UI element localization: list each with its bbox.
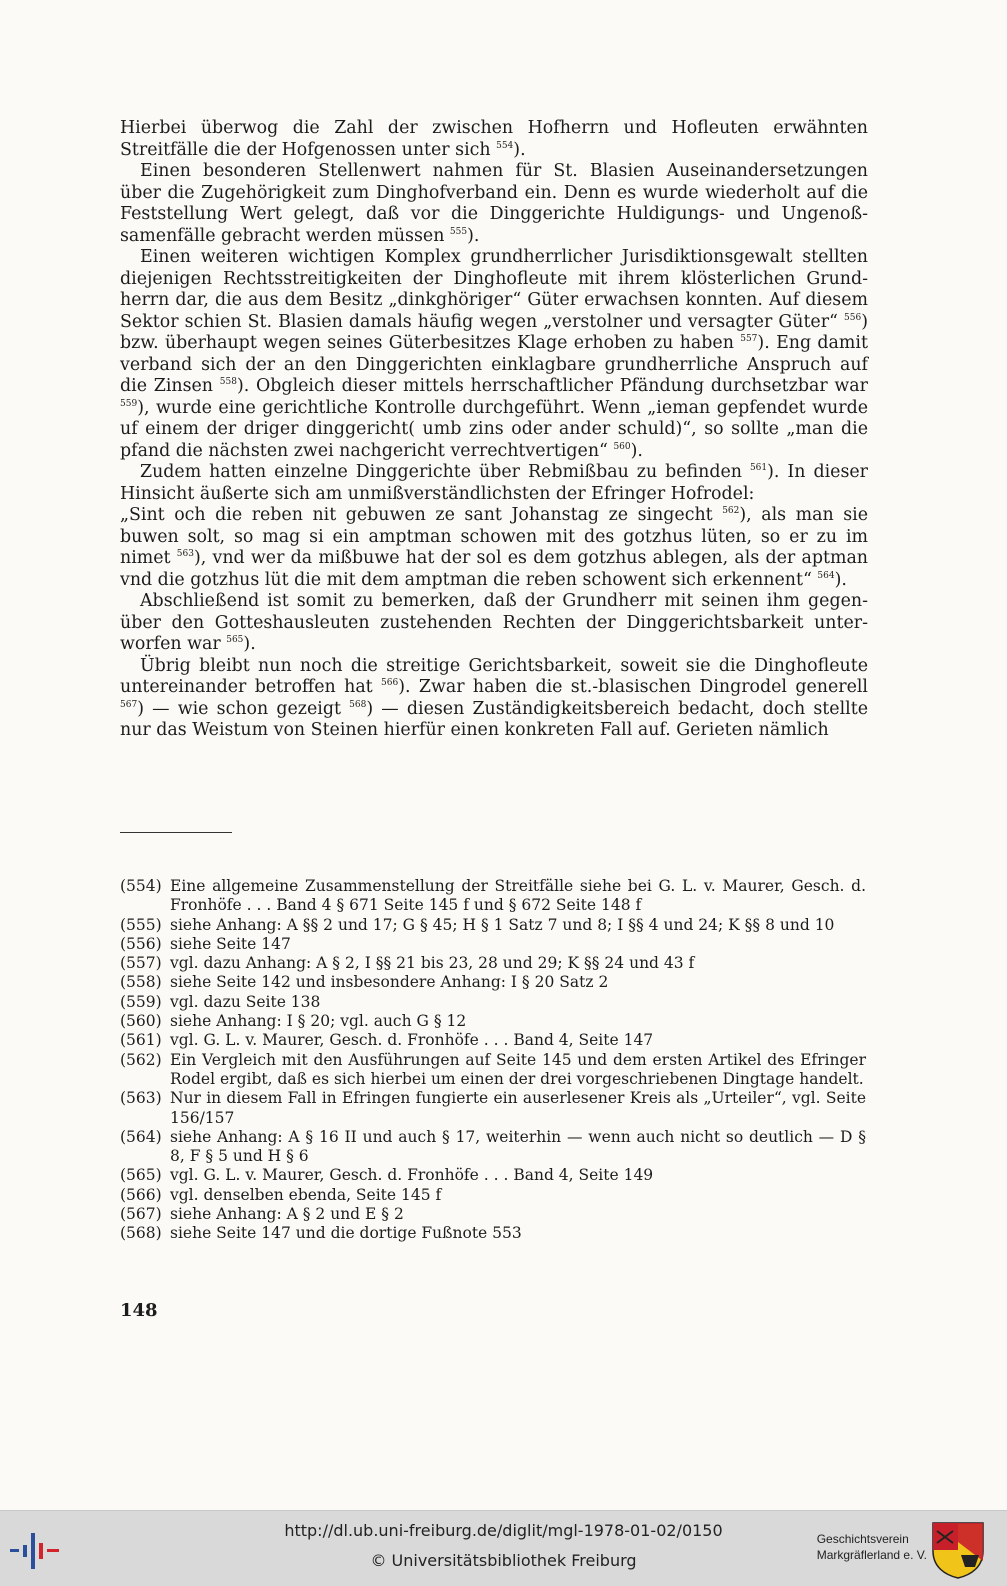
coat-of-arms-icon xyxy=(931,1521,985,1579)
permalink-url[interactable]: http://dl.ub.uni-freiburg.de/diglit/mgl-1978-01-02/0150 xyxy=(284,1521,723,1540)
footnote-ref[interactable]: 556 xyxy=(844,312,862,323)
footnote-ref[interactable]: 563 xyxy=(176,549,194,560)
footnote: (556) siehe Seite 147 xyxy=(120,934,291,953)
footnote-ref[interactable]: 568 xyxy=(349,699,367,710)
footnote: (566) vgl. denselben ebenda, Seite 145 f xyxy=(120,1185,442,1204)
footnote: (562) Ein Vergleich mit den Ausführungen auf Seite 145 und dem ersten Artikel des Efringer Rodel ergibt, daß es sich hierbei um einen der drei vorgeschriebenen Dingtage handelt. xyxy=(120,1050,866,1088)
footnote: (554) Eine allgemeine Zusammenstellung der Streitfälle siehe bei G. L. v. Maurer, Gesch. d. Fronhöfe . . . Band 4 § 671 Seite 145 f und § 672 Seite 148 f xyxy=(120,877,866,915)
footnote: (558) siehe Seite 142 und insbesondere Anhang: I § 20 Satz 2 xyxy=(120,973,609,992)
footnotes xyxy=(120,877,866,1244)
footnote: (564) siehe Anhang: A § 16 II und auch § 17, weiterhin — wenn auch nicht so deutlich — D § 8, F § 5 und H § 6 xyxy=(120,1127,866,1166)
paragraph: Einen weiteren wichtigen Komplex grundherrlicher Jurisdiktionsgewalt stellten diejenigen Rechtsstreitigkeiten der Dinghofleute mit ihrem klösterlichen Grundherrn dar, die aus dem Besitz „dinkghöriger“ Güter erwachsen konnten. Auf diesem Sektor schien St. Blasien damals häufig wegen „verstolner und versagter Güter“ $^{556}$) bzw. überhaupt wegen seines Güterbesitzes Klage erhoben zu haben $^{557}$). Eng damit verband sich der an den Dinggerichten einklagbare grundherrliche Anspruch auf die Zinsen $^{558}$). Obgleich dieser mittels herrschaftlicher Pfändung durchsetzbar war $^{559}$), wurde eine gerichtliche Kontrolle durchgeführt. Wenn „ieman gepfendet wurde uf einem der driger dinggericht( umb zins oder ander schuld)“, so sollte „man die pfand die nächsten zwei nachgericht verrechtvertigen“ $^{560}$). xyxy=(120,247,868,461)
publisher-name xyxy=(817,1531,927,1563)
footnote-ref[interactable]: 555 xyxy=(449,226,468,237)
paragraph: Zudem hatten einzelne Dinggerichte über Rebmißbau zu befinden $^{561}$). In dieser Hinsicht äußerte sich am unmißverständlichsten der Efringer Hofrodel: xyxy=(120,462,868,504)
footnote-ref[interactable]: 554 xyxy=(496,140,514,151)
footnote: (561) vgl. G. L. v. Maurer, Gesch. d. Fronhöfe . . . Band 4, Seite 147 xyxy=(120,1031,654,1050)
page-number: 148 xyxy=(120,1300,158,1321)
publisher-line: Geschichtsverein xyxy=(816,1532,909,1546)
footnote: (563) Nur in diesem Fall in Efringen fungierte ein auserlesener Kreis als „Urteiler“, vgl. Seite 156/157 xyxy=(120,1089,866,1127)
footnote: (557) vgl. dazu Anhang: A § 2, I §§ 21 bis 23, 28 und 29; K §§ 24 und 43 f xyxy=(120,954,695,973)
publisher-line: Markgräflerland e. V. xyxy=(816,1548,927,1562)
footnote-ref[interactable]: 567 xyxy=(120,699,138,710)
footnote-ref[interactable]: 565 xyxy=(226,635,244,646)
footnote-ref[interactable]: 560 xyxy=(613,441,631,452)
paragraph: Einen besonderen Stellenwert nahmen für St. Blasien Auseinandersetzungen über die Zugehörigkeit zum Dinghofverband ein. Denn es wurde wiederholt auf die Feststellung Wert gelegt, daß vor die Dinggerichte Huldigungs- und Ungenoßsamenfälle gebracht werden müssen $^{555}$). xyxy=(120,161,868,246)
footnote-ref[interactable]: 562 xyxy=(722,506,740,517)
paragraph: Abschließend ist somit zu bemerken, daß der Grundherr mit seinen ihm gegenüber den Gotteshausleuten zustehenden Rechten der Dinggerichtsbarkeit unterworfen war $^{565}$). xyxy=(120,591,868,654)
block-quote: „Sint och die reben nit gebuwen ze sant Johanstag ze singecht $^{562}$), als man sie buwen solt, so mag si ein amptman schowen mit des gotzhus lüten, so er zu im nimet $^{563}$), vnd wer da mißbuwe hat der sol es dem gotzhus ablegen, als der aptman vnd die gotzhus lüt die mit dem amptman die reben schowent sich erkennent“ $^{564}$). xyxy=(120,505,869,590)
footnote-ref[interactable]: 557 xyxy=(740,334,758,345)
footnote: (567) siehe Anhang: A § 2 und E § 2 xyxy=(120,1205,404,1224)
footer-bar xyxy=(0,1510,1007,1586)
footnote: (568) siehe Seite 147 und die dortige Fußnote 553 xyxy=(120,1224,522,1243)
footnote-ref[interactable]: 559 xyxy=(120,398,138,409)
copyright-notice: © Universitätsbibliothek Freiburg xyxy=(370,1551,637,1570)
footnote: (560) siehe Anhang: I § 20; vgl. auch G § 12 xyxy=(120,1012,467,1031)
footnote-ref[interactable]: 566 xyxy=(381,678,399,689)
footnote-ref[interactable]: 558 xyxy=(219,377,237,388)
footnote: (555) siehe Anhang: A §§ 2 und 17; G § 45; H § 1 Satz 7 und 8; I §§ 4 und 24; K §§ 8 und 10 xyxy=(120,915,835,934)
paragraph: Hierbei überwog die Zahl der zwischen Hofherrn und Hofleuten erwähnten Streitfälle die der Hofgenossen unter sich $^{554}$). xyxy=(120,118,868,160)
body-text xyxy=(120,118,868,742)
footnote: (559) vgl. dazu Seite 138 xyxy=(120,992,321,1011)
paragraph: Übrig bleibt nun noch die streitige Gerichtsbarkeit, soweit sie die Dinghofleute untereinander betroffen hat $^{566}$). Zwar haben die st.-blasischen Dingrodel generell $^{567}$) — wie schon gezeigt $^{568}$) — diesen Zuständigkeitsbereich bedacht, doch stellte nur das Weistum von Steinen hierfür einen konkreten Fall auf. Gerieten nämlich xyxy=(120,655,868,740)
footnote-ref[interactable]: 561 xyxy=(749,463,768,474)
footnote: (565) vgl. G. L. v. Maurer, Gesch. d. Fronhöfe . . . Band 4, Seite 149 xyxy=(120,1166,654,1185)
footnote-divider xyxy=(120,832,232,833)
footnote-ref[interactable]: 564 xyxy=(817,570,835,581)
